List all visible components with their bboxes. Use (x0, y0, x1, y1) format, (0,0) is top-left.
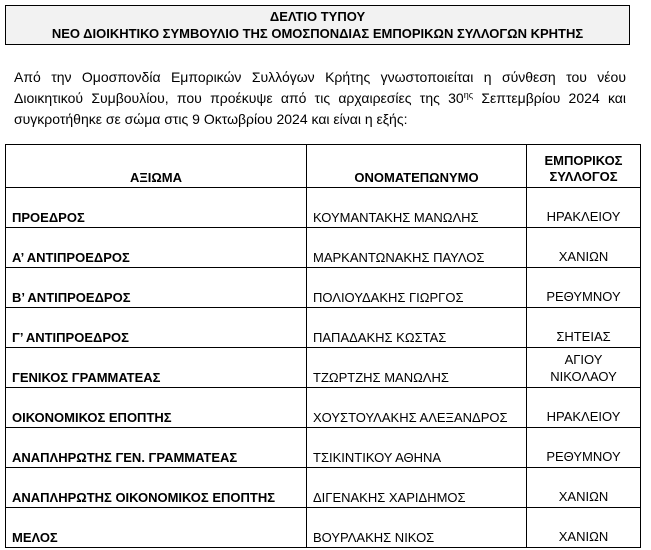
table-row (6, 428, 641, 468)
table-row (6, 268, 641, 308)
club-name: ΧΑΝΙΩΝ (558, 249, 609, 264)
club-name: ΧΑΝΙΩΝ (558, 529, 609, 544)
board-members-table (5, 144, 641, 548)
cell-name: ΤΖΩΡΤΖΗΣ ΜΑΝΩΛΗΣ (307, 348, 527, 388)
intro-ordinal-suffix: ης (463, 90, 474, 100)
table-row (6, 468, 641, 508)
cell-position: Β’ ΑΝΤΙΠΡΟΕΔΡΟΣ (6, 268, 307, 308)
cell-position: ΓΕΝΙΚΟΣ ΓΡΑΜΜΑΤΕΑΣ (6, 348, 307, 388)
intro-paragraph (14, 67, 626, 130)
club-name: ΡΕΘΥΜΝΟΥ (546, 449, 621, 464)
cell-club (527, 468, 641, 508)
cell-position: Γ’ ΑΝΤΙΠΡΟΕΔΡΟΣ (6, 308, 307, 348)
cell-name: ΜΑΡΚΑΝΤΩΝΑΚΗΣ ΠΑΥΛΟΣ (307, 228, 527, 268)
table-row (6, 308, 641, 348)
cell-name: ΔΙΓΕΝΑΚΗΣ ΧΑΡΙΔΗΜΟΣ (307, 468, 527, 508)
cell-position: ΑΝΑΠΛΗΡΩΤΗΣ ΓΕΝ. ΓΡΑΜΜΑΤΕΑΣ (6, 428, 307, 468)
cell-club (527, 388, 641, 428)
cell-name: ΒΟΥΡΛΑΚΗΣ ΝΙΚΟΣ (307, 508, 527, 548)
table-row (6, 228, 641, 268)
cell-position: ΜΕΛΟΣ (6, 508, 307, 548)
cell-club (527, 508, 641, 548)
club-name: ΗΡΑΚΛΕΙΟΥ (546, 409, 621, 424)
club-name: ΡΕΘΥΜΝΟΥ (546, 289, 621, 304)
table-header-row (6, 145, 641, 188)
table-row (6, 348, 641, 388)
intro-text-part2: Σεπτεμβρίου 2024 και συγκροτήθηκε σε σώμα στις 9 Οκτωβρίου 2024 και είναι η εξής: (14, 90, 626, 127)
table-row (6, 188, 641, 228)
club-line1: ΑΓΙΟΥ (564, 352, 603, 367)
document-subtitle: ΝΕΟ ΔΙΟΙΚΗΤΙΚΟ ΣΥΜΒΟΥΛΙΟ ΤΗΣ ΟΜΟΣΠΟΝΔΙΑΣ ΕΜΠΟΡΙΚΩΝ ΣΥΛΛΟΓΩΝ ΚΡΗΤΗΣ (51, 26, 584, 41)
cell-club (527, 308, 641, 348)
document-title: ΔΕΛΤΙΟ ΤΥΠΟΥ (269, 9, 366, 24)
intro-text-part1: Από την Ομοσπονδία Εμπορικών Συλλόγων Κρήτης γνωστοποιείται η σύνθεση του νέου Διοικητικού Συμβουλίου, που προέκυψε από τις αρχαιρεσίες της 30 (14, 69, 626, 106)
club-name: ΗΡΑΚΛΕΙΟΥ (546, 209, 621, 224)
club-line2: ΝΙΚΟΛΑΟΥ (550, 369, 617, 384)
header-club-line1: ΕΜΠΟΡΙΚΟΣ (544, 153, 623, 168)
cell-name: ΤΣΙΚΙΝΤΙΚΟΥ ΑΘΗΝΑ (307, 428, 527, 468)
cell-club (527, 348, 641, 388)
header-club-line2: ΣΥΛΛΟΓΟΣ (549, 169, 618, 184)
cell-name: ΠΟΛΙΟΥΔΑΚΗΣ ΓΙΩΡΓΟΣ (307, 268, 527, 308)
header-club (527, 145, 641, 188)
cell-club (527, 428, 641, 468)
cell-position: ΑΝΑΠΛΗΡΩΤΗΣ ΟΙΚΟΝΟΜΙΚΟΣ ΕΠΟΠΤΗΣ (6, 468, 307, 508)
club-name: ΣΗΤΕΙΑΣ (556, 329, 611, 344)
cell-club (527, 228, 641, 268)
header-name: ΟΝΟΜΑΤΕΠΩΝΥΜΟ (307, 145, 527, 188)
cell-position: Α’ ΑΝΤΙΠΡΟΕΔΡΟΣ (6, 228, 307, 268)
cell-position: ΟΙΚΟΝΟΜΙΚΟΣ ΕΠΟΠΤΗΣ (6, 388, 307, 428)
cell-name: ΠΑΠΑΔΑΚΗΣ ΚΩΣΤΑΣ (307, 308, 527, 348)
cell-club (527, 188, 641, 228)
press-release-header (5, 5, 630, 45)
club-name: ΧΑΝΙΩΝ (558, 489, 609, 504)
cell-position: ΠΡΟΕΔΡΟΣ (6, 188, 307, 228)
cell-club (527, 268, 641, 308)
cell-name: ΧΟΥΣΤΟΥΛΑΚΗΣ ΑΛΕΞΑΝΔΡΟΣ (307, 388, 527, 428)
header-position: ΑΞΙΩΜΑ (6, 145, 307, 188)
cell-name: ΚΟΥΜΑΝΤΑΚΗΣ ΜΑΝΩΛΗΣ (307, 188, 527, 228)
table-row (6, 388, 641, 428)
table-row (6, 508, 641, 548)
